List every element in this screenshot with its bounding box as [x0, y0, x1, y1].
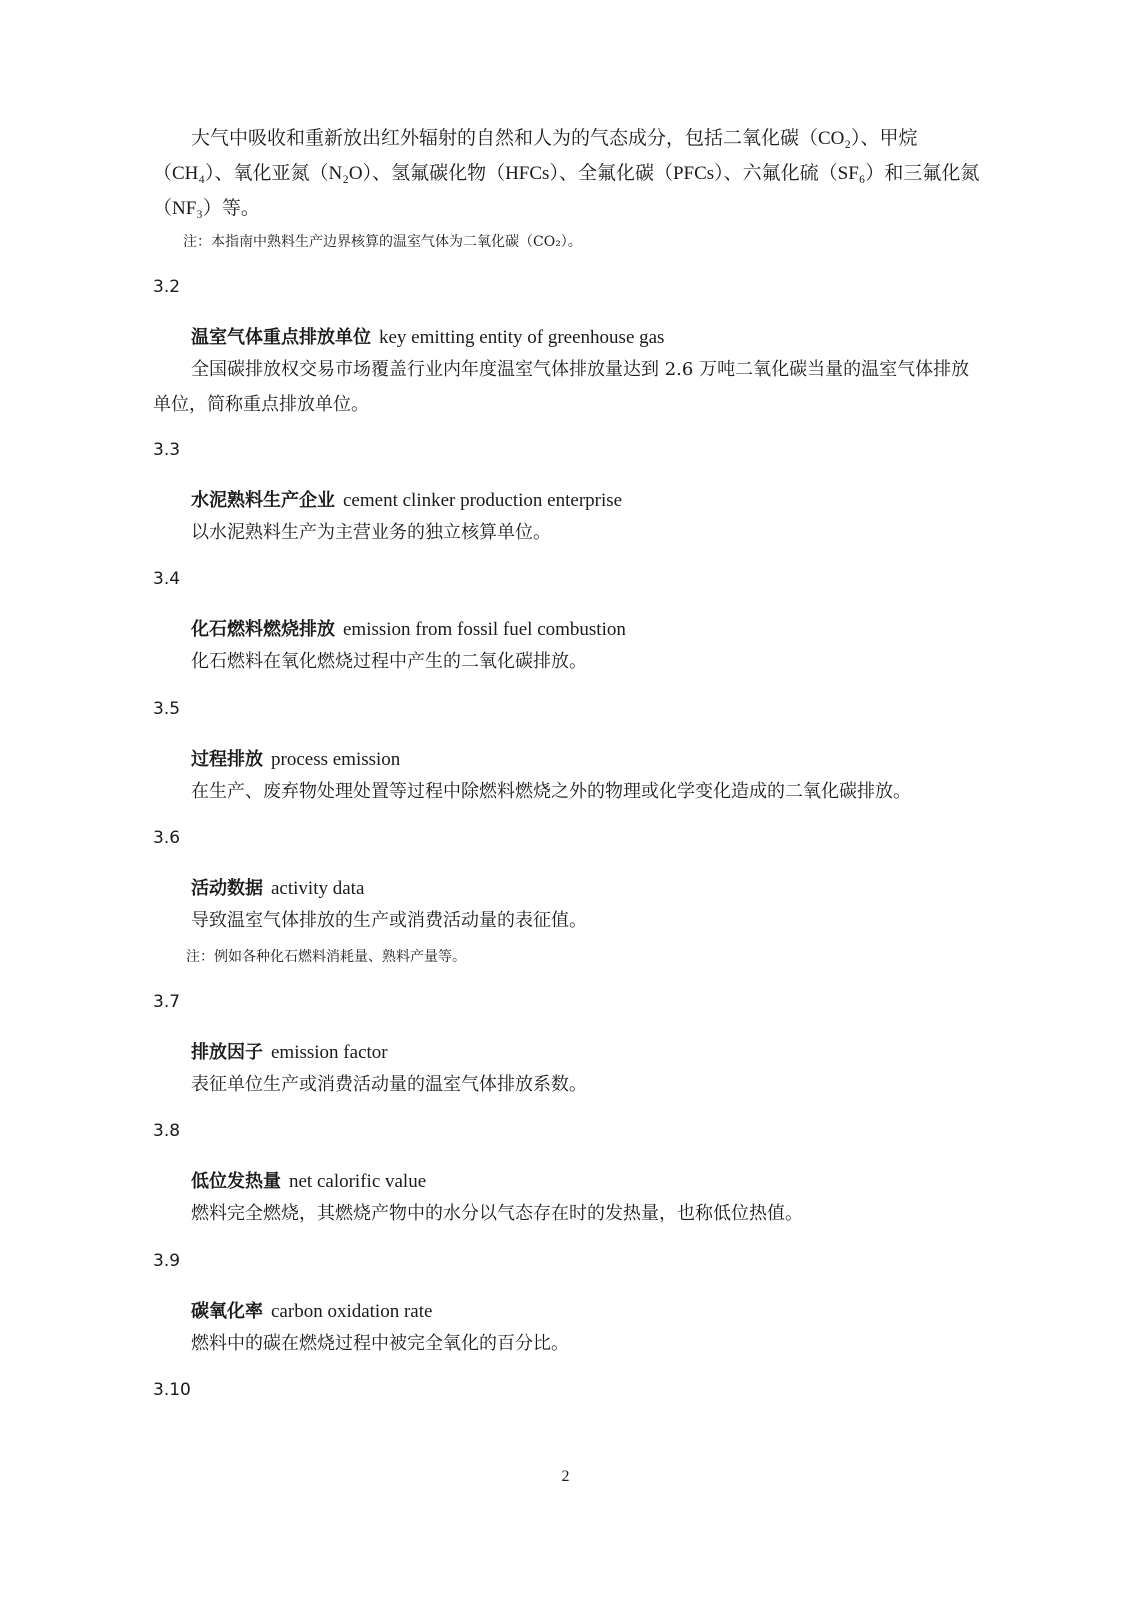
- definition-3-8: 燃料完全燃烧，其燃烧产物中的水分以气态存在时的发热量，也称低位热值。: [191, 1203, 803, 1224]
- clause-number-3-8: 3.8: [153, 1121, 181, 1141]
- term-zh: 过程排放: [191, 749, 263, 770]
- term-en: net calorific value: [289, 1171, 427, 1192]
- term-3-5: [191, 745, 400, 771]
- term-zh: 活动数据: [191, 878, 263, 899]
- clause-number-3-10: 3.10: [153, 1380, 191, 1400]
- clause-number-3-5: 3.5: [153, 699, 181, 719]
- term-en: carbon oxidation rate: [271, 1301, 433, 1322]
- note-3-6: 注：例如各种化石燃料消耗量、熟料产量等。: [186, 949, 466, 965]
- intro-note: 注：本指南中熟料生产边界核算的温室气体为二氧化碳（CO₂）。: [183, 234, 582, 250]
- clause-number-3-9: 3.9: [153, 1251, 181, 1271]
- term-en: activity data: [271, 878, 365, 899]
- term-3-4: [191, 615, 626, 641]
- definition-3-5: 在生产、废弃物处理处置等过程中除燃料燃烧之外的物理或化学变化造成的二氧化碳排放。: [191, 781, 911, 802]
- clause-number-3-7: 3.7: [153, 992, 181, 1012]
- term-zh: 碳氧化率: [191, 1301, 263, 1322]
- term-zh: 排放因子: [191, 1042, 263, 1063]
- term-en: emission from fossil fuel combustion: [343, 619, 626, 640]
- definition-3-3: 以水泥熟料生产为主营业务的独立核算单位。: [191, 522, 551, 543]
- clause-number-3-2: 3.2: [153, 277, 181, 297]
- page-number: 2: [561, 1468, 570, 1485]
- clause-number-3-4: 3.4: [153, 569, 181, 589]
- term-3-2: [191, 323, 664, 349]
- definition-3-6: 导致温室气体排放的生产或消费活动量的表征值。: [191, 910, 587, 931]
- definition-3-4: 化石燃料在氧化燃烧过程中产生的二氧化碳排放。: [191, 651, 587, 672]
- term-zh: 低位发热量: [191, 1171, 281, 1192]
- term-zh: 温室气体重点排放单位: [191, 327, 371, 348]
- clause-number-3-6: 3.6: [153, 828, 181, 848]
- intro-text: 大气中吸收和重新放出红外辐射的自然和人为的气态成分，包括二氧化碳（CO₂）、甲烷（CH₄）、氧化亚氮（N₂O）、氢氟碳化物（HFCs）、全氟化碳（PFCs）、六氟化硫（SF₆）和三氟化氮（NF₃）等。: [153, 128, 980, 219]
- term-zh: 化石燃料燃烧排放: [191, 619, 335, 640]
- intro-paragraph: [153, 121, 983, 226]
- clause-number-3-3: 3.3: [153, 440, 181, 460]
- term-3-9: [191, 1297, 432, 1323]
- term-3-6: [191, 874, 364, 900]
- term-en: emission factor: [271, 1042, 388, 1063]
- term-en: process emission: [271, 749, 401, 770]
- definition-3-9: 燃料中的碳在燃烧过程中被完全氧化的百分比。: [191, 1333, 569, 1354]
- term-en: key emitting entity of greenhouse gas: [379, 327, 665, 348]
- term-3-7: [191, 1038, 388, 1064]
- term-3-3: [191, 486, 622, 512]
- definition-3-7: 表征单位生产或消费活动量的温室气体排放系数。: [191, 1074, 587, 1095]
- term-zh: 水泥熟料生产企业: [191, 490, 335, 511]
- term-3-8: [191, 1167, 426, 1193]
- term-en: cement clinker production enterprise: [343, 490, 623, 511]
- definition-3-2: 全国碳排放权交易市场覆盖行业内年度温室气体排放量达到 2.6 万吨二氧化碳当量的温室气体排放单位，简称重点排放单位。: [153, 359, 970, 415]
